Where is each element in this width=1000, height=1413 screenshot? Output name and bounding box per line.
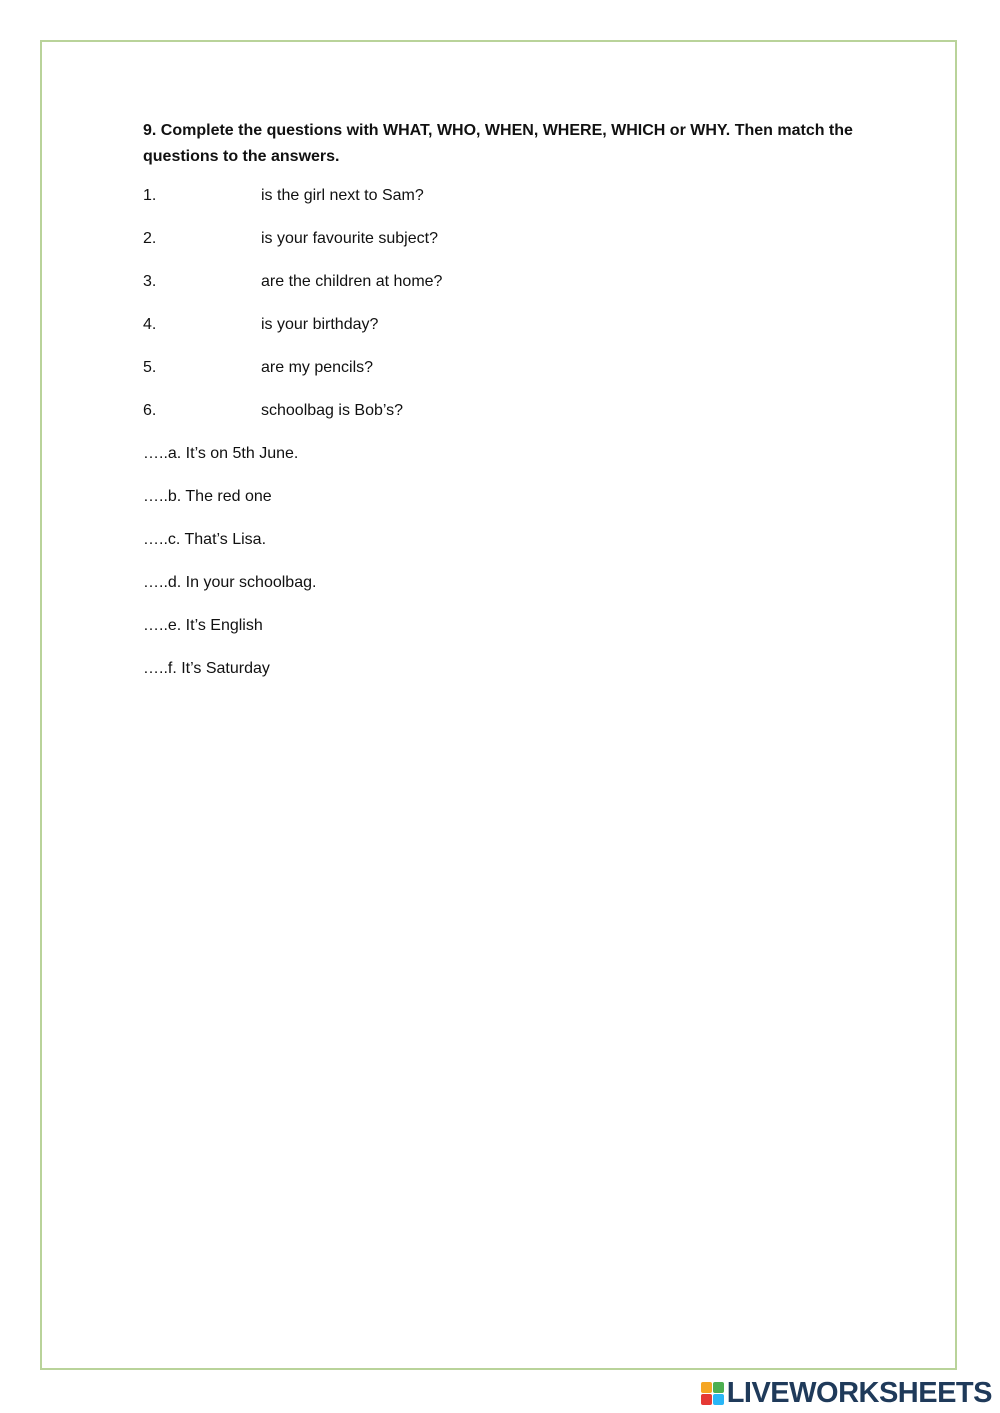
- question-number: 3.: [143, 273, 157, 290]
- question-number: 5.: [143, 359, 157, 376]
- answer-item: …..b. The red one: [143, 488, 272, 505]
- liveworksheets-logo-icon: [701, 1382, 724, 1405]
- answer-item: …..e. It’s English: [143, 617, 263, 634]
- question-item: [143, 314, 863, 357]
- worksheet-content: [143, 118, 863, 701]
- question-item: [143, 228, 863, 271]
- answer-item: …..f. It’s Saturday: [143, 660, 270, 677]
- question-number: 4.: [143, 316, 157, 333]
- logo-tile-l: [701, 1382, 712, 1393]
- brand-name: LIVEWORKSHEETS: [726, 1377, 992, 1409]
- answer-item: …..a. It’s on 5th June.: [143, 445, 299, 462]
- logo-tile-e: [713, 1394, 724, 1405]
- question-text: is your birthday?: [261, 316, 379, 333]
- question-text: schoolbag is Bob’s?: [261, 402, 404, 419]
- question-text: is your favourite subject?: [261, 230, 438, 247]
- answer-item: …..d. In your schoolbag.: [143, 574, 317, 591]
- question-item: [143, 400, 863, 443]
- liveworksheets-brand: [701, 1377, 992, 1409]
- question-item: [143, 357, 863, 400]
- question-text: are the children at home?: [261, 273, 443, 290]
- question-number: 2.: [143, 230, 157, 247]
- logo-tile-v: [701, 1394, 712, 1405]
- question-item: [143, 271, 863, 314]
- question-text: are my pencils?: [261, 359, 374, 376]
- question-number: 1.: [143, 187, 157, 204]
- question-number: 6.: [143, 402, 157, 419]
- question-item: [143, 185, 863, 228]
- logo-tile-i: [713, 1382, 724, 1393]
- answer-item: …..c. That’s Lisa.: [143, 531, 267, 548]
- question-text: is the girl next to Sam?: [261, 187, 424, 204]
- exercise-instruction: 9. Complete the questions with WHAT, WHO, WHEN, WHERE, WHICH or WHY. Then match the questions to the answers.: [143, 122, 853, 165]
